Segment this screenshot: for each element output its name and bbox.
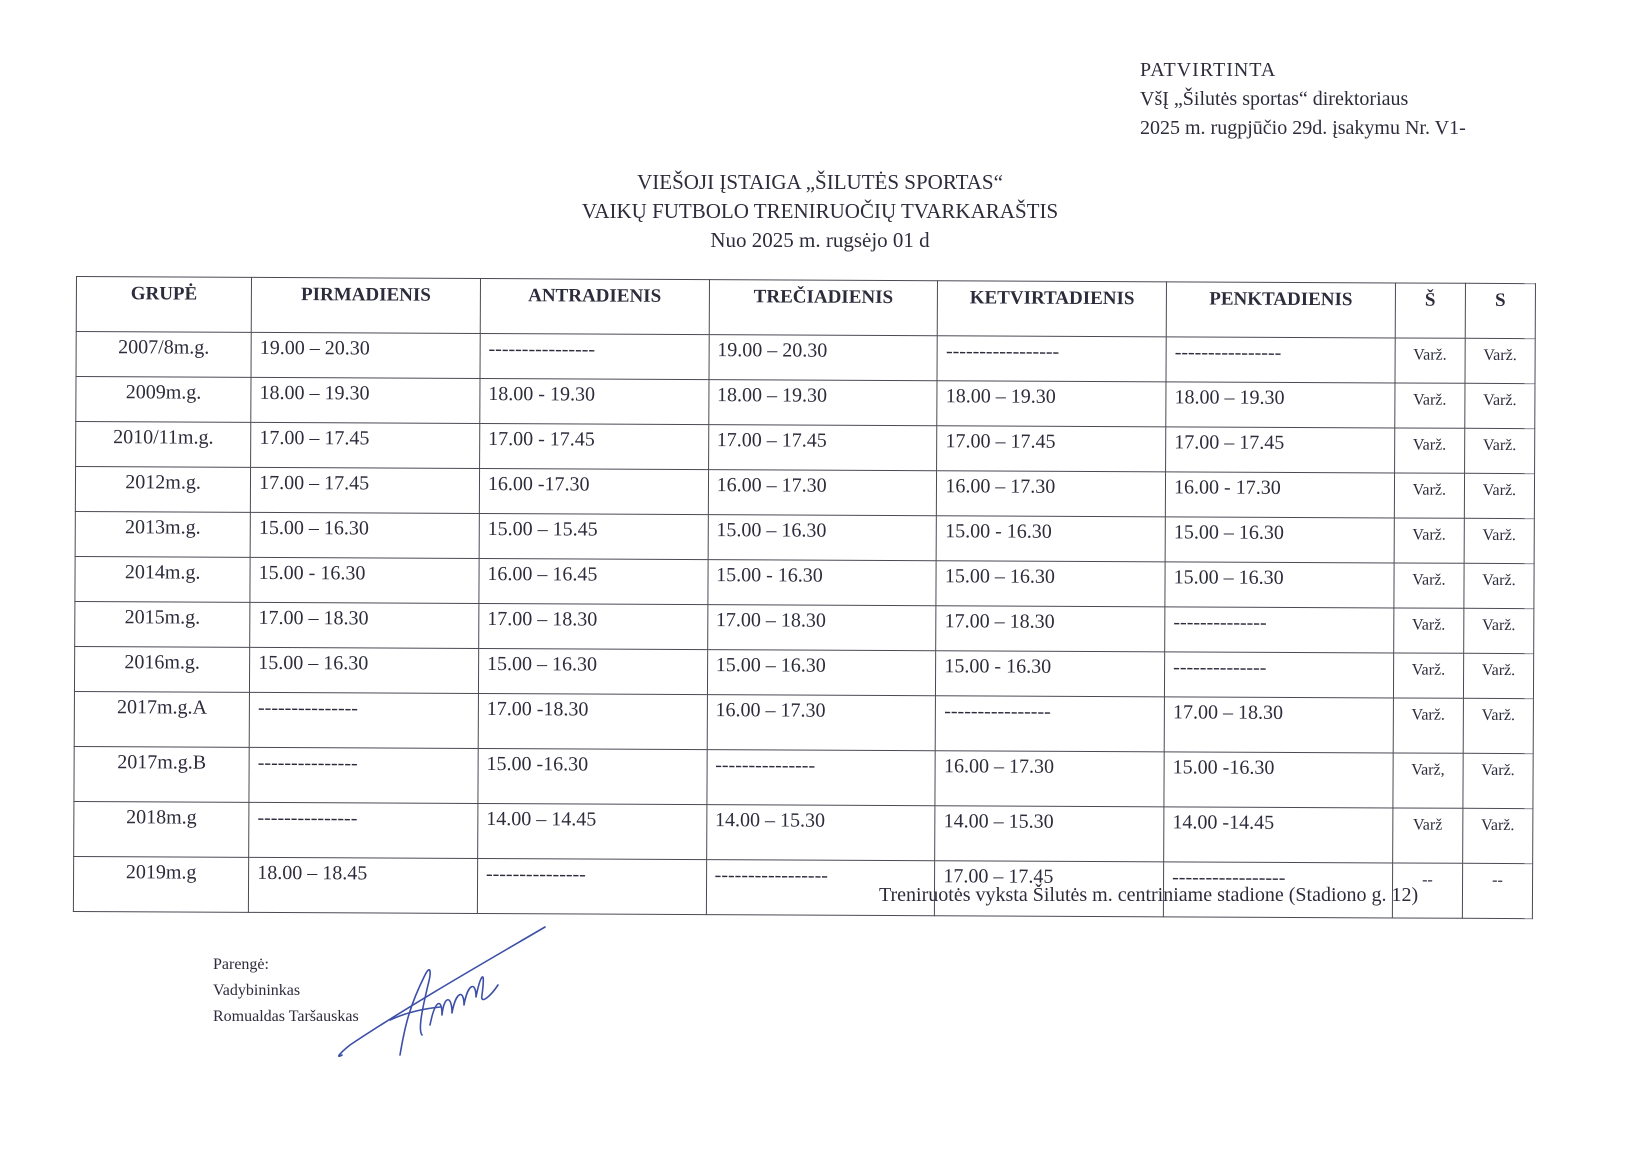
cell-group: 2009m.g. [76,377,251,423]
cell-wednesday: 16.00 – 17.30 [707,695,936,751]
approval-line-3: 2025 m. rugpjūčio 29d. įsakymu Nr. V1- [1140,117,1466,139]
cell-thursday: 16.00 – 17.30 [937,471,1166,517]
table-row [76,422,1535,474]
cell-friday: 15.00 – 16.30 [1165,562,1394,608]
title-line-1: VIEŠOJI ĮSTAIGA „ŠILUTĖS SPORTAS“ [637,170,1003,194]
cell-group: 2017m.g.B [74,746,249,802]
cell-wednesday: --------------- [707,750,936,806]
cell-tuesday: 15.00 -16.30 [478,748,707,804]
cell-thursday: 17.00 – 17.45 [937,426,1166,472]
cell-tuesday: 17.00 -18.30 [478,693,707,749]
cell-group: 2010/11m.g. [76,422,251,468]
cell-saturday: Varž. [1395,383,1465,428]
cell-monday: 15.00 – 16.30 [250,512,479,558]
cell-friday: ----------------- [1163,862,1392,918]
cell-thursday: 17.00 – 17.45 [935,861,1164,917]
cell-tuesday: 16.00 – 16.45 [479,558,708,604]
cell-group: 2015m.g. [75,601,250,647]
signature-graphic [330,925,550,1065]
cell-monday: 18.00 – 19.30 [251,377,480,423]
cell-tuesday: --------------- [477,858,706,914]
cell-tuesday: 15.00 – 15.45 [479,513,708,559]
approval-block [1140,56,1466,143]
cell-tuesday: 17.00 – 18.30 [479,603,708,649]
cell-wednesday: 19.00 – 20.30 [709,335,938,381]
cell-wednesday: 15.00 – 16.30 [708,515,937,561]
table-row [76,377,1535,429]
table-row [75,467,1534,519]
cell-group: 2007/8m.g. [76,332,251,378]
cell-wednesday: 16.00 – 17.30 [708,470,937,516]
cell-thursday: 15.00 - 16.30 [936,651,1165,697]
cell-wednesday: 17.00 – 18.30 [707,605,936,651]
cell-thursday: ----------------- [937,336,1166,382]
preparer-role: Vadybininkas [213,982,301,999]
cell-friday: -------------- [1165,607,1394,653]
cell-group: 2018m.g [74,801,249,857]
cell-friday: 18.00 – 19.30 [1166,382,1395,428]
cell-monday: --------------- [249,802,478,858]
cell-saturday: Varž. [1394,428,1464,473]
table-row [76,332,1535,384]
cell-monday: 19.00 – 20.30 [251,332,480,378]
table-row [74,646,1533,698]
cell-saturday: Varž. [1394,518,1464,563]
header-monday: PIRMADIENIS [251,277,480,333]
table-row [75,601,1534,653]
preparer-label: Parengė: [213,956,269,973]
venue-note: Treniruotės vyksta Šilutės m. centriniame stadione (Stadiono g. 12) [879,884,1419,906]
cell-tuesday: ---------------- [480,333,709,379]
table-row [74,746,1533,808]
cell-sunday: Varž. [1465,338,1535,383]
cell-friday: 17.00 – 18.30 [1164,697,1393,753]
preparer-name: Romualdas Taršauskas [213,1008,359,1025]
cell-tuesday: 17.00 - 17.45 [479,423,708,469]
cell-saturday: Varž. [1394,608,1464,653]
cell-saturday: Varž. [1394,473,1464,518]
signature-initial-stroke [400,970,430,1055]
cell-monday: 15.00 - 16.30 [250,557,479,603]
cell-monday: 17.00 – 18.30 [250,602,479,648]
table-row [75,556,1534,608]
header-saturday: Š [1395,283,1465,338]
cell-friday: 17.00 – 17.45 [1166,427,1395,473]
cell-saturday: Varž [1392,808,1462,863]
cell-tuesday: 16.00 -17.30 [479,468,708,514]
cell-wednesday: 15.00 – 16.30 [707,650,936,696]
header-sunday: S [1465,283,1535,338]
cell-sunday: Varž. [1464,518,1534,563]
cell-group: 2016m.g. [74,646,249,692]
schedule-table [73,276,1536,919]
cell-sunday: Varž. [1464,563,1534,608]
cell-friday: -------------- [1165,652,1394,698]
cell-thursday: 18.00 – 19.30 [937,381,1166,427]
cell-friday: ---------------- [1166,337,1395,383]
cell-sunday: Varž. [1463,698,1533,753]
cell-saturday: -- [1392,863,1462,918]
cell-sunday: -- [1462,863,1532,918]
cell-sunday: Varž. [1464,428,1534,473]
cell-thursday: 14.00 – 15.30 [935,806,1164,862]
cell-thursday: 16.00 – 17.30 [935,751,1164,807]
cell-group: 2019m.g [73,856,248,912]
approval-line-2: VšĮ „Šilutės sportas“ direktoriaus [1140,88,1409,110]
cell-saturday: Varž. [1393,653,1463,698]
signature-loops-stroke [430,977,498,1025]
cell-sunday: Varž. [1464,608,1534,653]
cell-thursday: 15.00 - 16.30 [936,516,1165,562]
approval-line-1: PATVIRTINTA [1140,59,1277,81]
title-line-2: VAIKŲ FUTBOLO TRENIRUOČIŲ TVARKARAŠTIS [581,199,1059,223]
cell-wednesday: ----------------- [706,860,935,916]
cell-friday: 16.00 - 17.30 [1165,472,1394,518]
title-line-3: Nuo 2025 m. rugsėjo 01 d [710,228,930,252]
cell-friday: 15.00 -16.30 [1164,752,1393,808]
cell-tuesday: 14.00 – 14.45 [478,803,707,859]
cell-wednesday: 17.00 – 17.45 [708,425,937,471]
cell-group: 2014m.g. [75,556,250,602]
cell-thursday: 17.00 – 18.30 [936,606,1165,652]
table-row [75,511,1534,563]
header-group: GRUPĖ [76,277,251,333]
signature-long-stroke [339,927,545,1056]
cell-tuesday: 18.00 - 19.30 [480,378,709,424]
cell-tuesday: 15.00 – 16.30 [478,648,707,694]
header-thursday: KETVIRTADIENIS [938,281,1167,337]
cell-monday: --------------- [249,747,478,803]
header-wednesday: TREČIADIENIS [709,280,938,336]
cell-sunday: Varž. [1465,383,1535,428]
cell-saturday: Varž. [1395,338,1465,383]
cell-thursday: 15.00 – 16.30 [936,561,1165,607]
document-title [540,168,1100,255]
cell-wednesday: 14.00 – 15.30 [706,805,935,861]
table-row [74,691,1533,753]
cell-monday: 18.00 – 18.45 [249,857,478,913]
cell-wednesday: 15.00 - 16.30 [708,560,937,606]
cell-group: 2017m.g.A [74,691,249,747]
cell-saturday: Varž. [1394,563,1464,608]
cell-saturday: Varž. [1393,698,1463,753]
cell-monday: 17.00 – 17.45 [251,467,480,513]
cell-monday: --------------- [249,692,478,748]
header-tuesday: ANTRADIENIS [480,278,709,334]
header-friday: PENKTADIENIS [1166,282,1395,338]
cell-sunday: Varž. [1463,753,1533,808]
cell-friday: 14.00 -14.45 [1164,807,1393,863]
table-row [74,801,1533,863]
cell-sunday: Varž. [1463,653,1533,698]
cell-group: 2012m.g. [75,467,250,513]
cell-monday: 17.00 – 17.45 [251,422,480,468]
cell-friday: 15.00 – 16.30 [1165,517,1394,563]
cell-thursday: ---------------- [936,696,1165,752]
table-header-row [76,277,1535,339]
cell-group: 2013m.g. [75,511,250,557]
cell-monday: 15.00 – 16.30 [250,647,479,693]
cell-sunday: Varž. [1464,473,1534,518]
cell-sunday: Varž. [1463,808,1533,863]
cell-saturday: Varž, [1393,753,1463,808]
cell-wednesday: 18.00 – 19.30 [708,380,937,426]
